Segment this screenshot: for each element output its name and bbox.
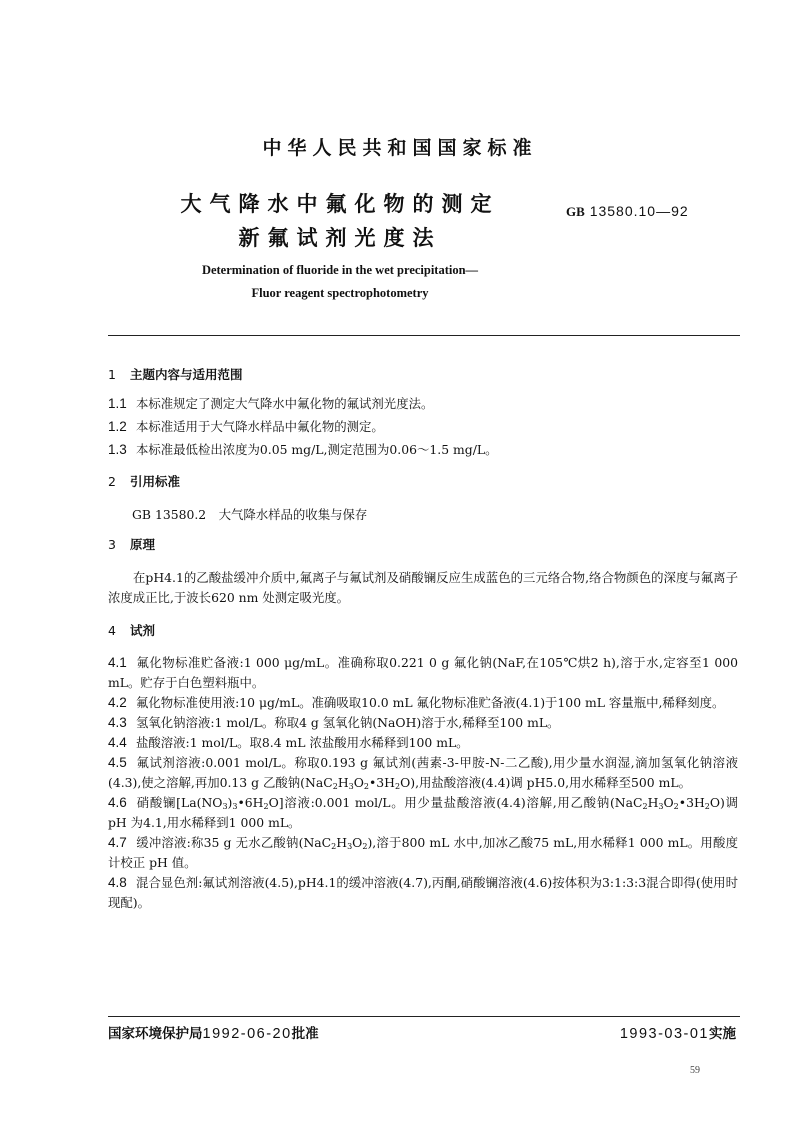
- effective-line: [600, 1022, 736, 1042]
- clause-4-6: [108, 793, 738, 833]
- clause-text: 硝酸镧[La(NO: [136, 795, 223, 810]
- clause-text: 氟试剂溶液:0.001 mol/L。称取0.193 g 氟试剂(茜素-3-甲胺-N-二乙酸),用少量水润湿,滴加氢氧化钠溶液(4.3),使之溶解,再加0.13 g 乙酸钠(NaC: [108, 755, 738, 790]
- clause-text: 氟化物标准使用液:10 μg/mL。准确吸取10.0 mL 氟化物标准贮备液(4.1)于100 mL 容量瓶中,稀释刻度。: [136, 695, 725, 710]
- clause-number: 4.1: [108, 655, 127, 670]
- clause-number: 1.3: [108, 442, 127, 457]
- clause-text: ),溶于800 mL 水中,加冰乙酸75 mL,用水稀释1 000 mL。用酸度计校正 pH 值。: [108, 835, 738, 870]
- subscript: 3: [347, 842, 353, 851]
- section-number: 1: [108, 367, 116, 382]
- subscript: 2: [362, 842, 368, 851]
- clause-number: 1.1: [108, 396, 127, 411]
- section-heading: [108, 365, 738, 385]
- document-title-line2: 新氟试剂光度法: [238, 226, 442, 250]
- section-number: 2: [108, 474, 116, 489]
- section-1: [108, 365, 738, 460]
- clause-number: 4.8: [108, 875, 127, 890]
- clause-text: •3H: [678, 795, 705, 810]
- section-2: [108, 472, 738, 525]
- clause-1-2: [108, 417, 738, 437]
- subscript: 3: [222, 802, 228, 811]
- section-title: 试剂: [130, 623, 156, 638]
- clause-text: O),用盐酸溶液(4.4)调 pH5.0,用水稀释至500 mL。: [400, 775, 691, 790]
- clause-text: 氟化物标准贮备液:1 000 μg/mL。准确称取0.221 0 g 氟化钠(NaF,在105℃烘2 h),溶于水,定容至1 000 mL。贮存于白色塑料瓶中。: [108, 655, 738, 690]
- clause-text: 氢氧化钠溶液:1 mol/L。称取4 g 氢氧化钠(NaOH)溶于水,稀释至100 mL。: [136, 715, 560, 730]
- footer-divider: [108, 1016, 740, 1017]
- clause-number: 1.2: [108, 419, 127, 434]
- clause-4-5: [108, 753, 738, 793]
- english-title-line1: Determination of fluoride in the wet precipitation—: [201, 263, 479, 277]
- section-heading: [108, 535, 738, 555]
- standard-code-prefix: GB: [566, 204, 585, 219]
- clause-text: •6H: [237, 795, 264, 810]
- section-4: [108, 621, 738, 913]
- subscript: 2: [363, 782, 369, 791]
- subscript: 3: [232, 802, 238, 811]
- clause-4-1: [108, 653, 738, 693]
- document-title-line1: 大气降水中氟化物的测定: [180, 192, 500, 216]
- normative-reference: GB 13580.2 大气降水样品的收集与保存: [132, 507, 368, 522]
- clause-text: H: [647, 795, 659, 810]
- clause-number: 4.3: [108, 715, 127, 730]
- clause-4-4: [108, 733, 738, 753]
- clause-4-3: [108, 713, 738, 733]
- clause-text: O: [352, 835, 363, 850]
- clause-text: 本标准最低检出浓度为0.05 mg/L,测定范围为0.06～1.5 mg/L。: [136, 442, 498, 457]
- section-title: 引用标准: [130, 474, 181, 489]
- clause-text: O)调 pH 为4.1,用水稀释到1 000 mL。: [108, 795, 738, 830]
- page-number: 59: [690, 1065, 700, 1076]
- clause-text: 混合显色剂:氟试剂溶液(4.5),pH4.1的缓冲溶液(4.7),丙酮,硝酸镧溶液(4.6)按体积为3:1:3:3混合即得(使用时现配)。: [108, 875, 738, 910]
- clause-text: 本标准规定了测定大气降水中氟化物的氟试剂光度法。: [136, 396, 434, 411]
- clause-text: H: [337, 775, 349, 790]
- subscript: 3: [658, 802, 664, 811]
- section-title: 原理: [130, 537, 156, 552]
- subscript: 2: [263, 802, 269, 811]
- subscript: 2: [332, 782, 338, 791]
- section-title: 主题内容与适用范围: [130, 367, 243, 382]
- clause-number: 4.4: [108, 735, 127, 750]
- clause-text: 缓冲溶液:称35 g 无水乙酸钠(NaC: [136, 835, 332, 850]
- section-number: 4: [108, 623, 116, 638]
- clause-1-3: [108, 440, 738, 460]
- section-heading: [108, 472, 738, 492]
- effective-suffix: 实施: [709, 1026, 736, 1042]
- clause-4-7: [108, 833, 738, 873]
- clause-text: 本标准适用于大气降水样品中氟化物的测定。: [136, 419, 384, 434]
- approval-suffix: 批准: [291, 1026, 319, 1042]
- subscript: 2: [642, 802, 648, 811]
- approval-date: 1992-06-20: [202, 1026, 292, 1042]
- clause-text: 盐酸溶液:1 mol/L。取8.4 mL 浓盐酸用水稀释到100 mL。: [136, 735, 469, 750]
- clause-number: 4.6: [108, 795, 127, 810]
- effective-date: 1993-03-01: [619, 1026, 709, 1042]
- standard-type-heading: 中华人民共和国国家标准: [262, 137, 538, 159]
- approval-line: [108, 1022, 319, 1042]
- clause-number: 4.7: [108, 835, 127, 850]
- clause-text: H: [336, 835, 348, 850]
- clause-text: O]溶液:0.001 mol/L。用少量盐酸溶液(4.4)溶解,用乙酸钠(NaC: [268, 795, 643, 810]
- document-body: [108, 365, 738, 913]
- english-title-line2: Fluor reagent spectrophotometry: [251, 286, 429, 300]
- header-divider: [108, 335, 740, 336]
- section-heading: [108, 621, 738, 641]
- clause-text: O: [663, 795, 674, 810]
- section-3: [108, 535, 738, 608]
- subscript: 2: [673, 802, 679, 811]
- clause-1-1: [108, 394, 738, 414]
- subscript: 2: [394, 782, 401, 791]
- subscript: 2: [331, 842, 337, 851]
- clause-number: 4.5: [108, 755, 127, 770]
- clause-4-8: [108, 873, 738, 913]
- standard-code: [566, 203, 689, 220]
- clause-4-2: [108, 693, 738, 713]
- subscript: 2: [704, 802, 710, 811]
- clause-text: •3H: [368, 775, 395, 790]
- clause-text: O: [353, 775, 364, 790]
- principle-paragraph: 在pH4.1的乙酸盐缓冲介质中,氟离子与氟试剂及硝酸镧反应生成蓝色的三元络合物,络合物颜色的深度与氟离子浓度成正比,于波长620 nm 处测定吸光度。: [108, 570, 738, 605]
- standard-code-number: 13580.10—92: [589, 203, 689, 219]
- clause-text: ): [227, 795, 233, 810]
- section-number: 3: [108, 537, 116, 552]
- approval-org: 国家环境保护局: [108, 1026, 203, 1042]
- subscript: 3: [348, 782, 354, 791]
- clause-number: 4.2: [108, 695, 127, 710]
